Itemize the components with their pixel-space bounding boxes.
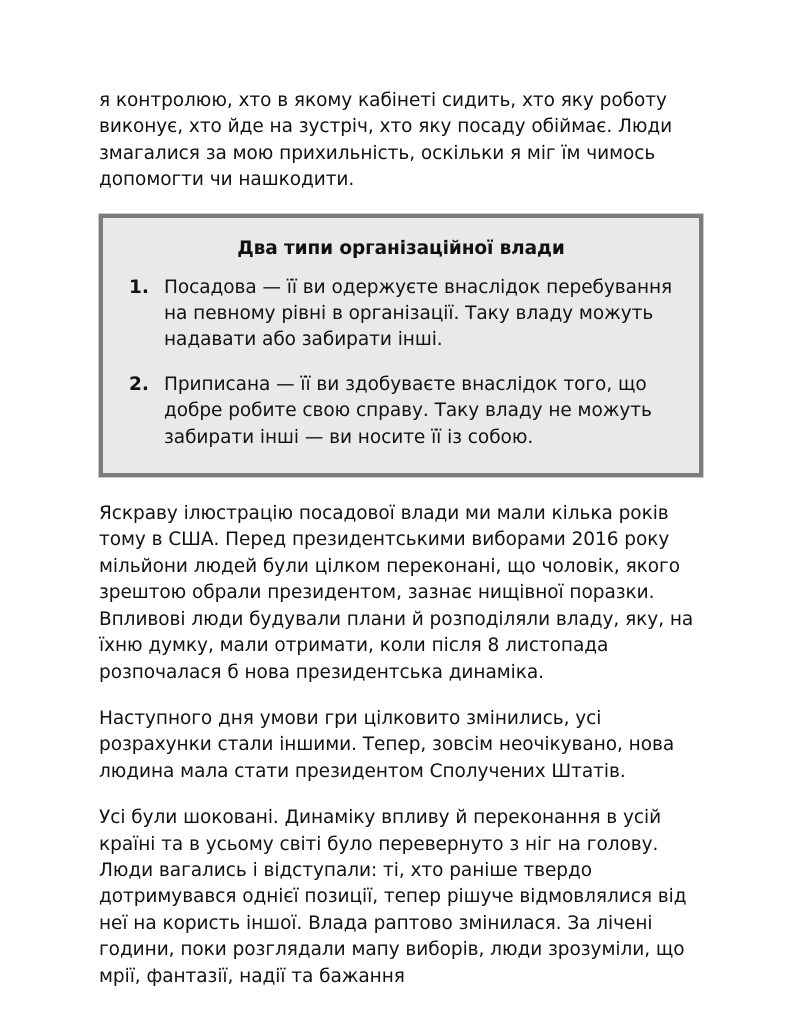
callout-box <box>99 214 703 477</box>
callout-list <box>129 275 673 451</box>
list-item-marker: 1. <box>129 276 149 298</box>
callout-title: Два типи організаційної влади <box>237 237 565 259</box>
list-item <box>129 372 673 451</box>
paragraph-body-3: Усі були шоковані. Динаміку впливу й переконання в усій країні та в усьому світі було перевернуто з ніг на голову. Люди вагались і відступали: ті, хто раніше твердо дотримувався однієї позиції, тепер рішуче відмовлялися від неї на користь іншої. Влада раптово змінилася. За лічені години, поки розглядали мапу виборів, люди зрозуміли, що мрії, фантазії, надії та бажання <box>99 807 687 987</box>
list-item-marker: 2. <box>129 373 149 395</box>
paragraph-intro: я контролюю, хто в якому кабінеті сидить, хто яку роботу виконує, хто йде на зустріч, хто яку посаду обіймає. Люди змагалися за мою прихильність, оскільки я міг їм чимось допомогти чи нашкодити. <box>99 90 673 191</box>
paragraph-body-1: Яскраву ілюстрацію посадової влади ми мали кілька років тому в США. Перед президентськими виборами 2016 року мільйони людей були цілком переконані, що чоловік, якого зрештою обрали президентом, зазнає нищівної поразки. Впливові люди будували плани й розподіляли владу, яку, на їхню думку, мали отримати, коли після 8 листопада розпочалася б нова президентська динаміка. <box>99 503 694 683</box>
list-item-text: Приписана — її ви здобуваєте внаслідок того, що добре робите свою справу. Таку владу не можуть забирати інші — ви носите її із собою. <box>164 373 652 448</box>
list-item <box>129 275 673 354</box>
page-content <box>99 88 703 990</box>
paragraph-body-2: Наступного дня умови гри цілковито змінились, усі розрахунки стали іншими. Тепер, зовсім неочікувано, нова людина мала стати президентом Сполучених Штатів. <box>99 707 675 782</box>
list-item-text: Посадова — її ви одержуєте внаслідок перебування на певному рівні в організації. Таку владу можуть надавати або забирати інші. <box>164 276 673 351</box>
